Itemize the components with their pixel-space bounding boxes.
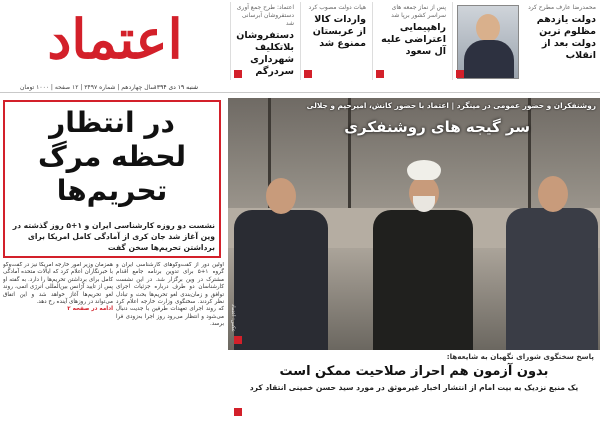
page-marker-icon [234, 408, 242, 416]
issue-date: شنبه ۱۹ دی ۱۳۹۴ [153, 84, 198, 91]
teaser-kicker: هیات دولت مصوب کرد [308, 4, 366, 11]
person-head [266, 178, 296, 214]
issue-info: سال چهاردهم | شماره ۳۴۹۷ | ۱۲ صفحه | ۱۰۰۰ تومان [20, 84, 156, 91]
column-text: همزمان وزیر امور خارجه امریکا نیز در گفت‌وگو با خبرنگاران اعلام کرد که ایالات متحده آمادگی کامل برای برداشتن تحریم‌ها را دارد. به گفته او پس از تایید آژانس بین‌المللی انرژی اتمی، روند لغو تحریم‌ها آغاز خواهد شد و این اتفاق می‌تواند در روزهای آینده رخ دهد. [3, 262, 113, 306]
teaser-kicker: پس از نماز جمعه های سراسر کشور برپا شد [391, 4, 446, 19]
article-column-right [116, 262, 224, 416]
column-text: اولین دور از گفت‌وگوهای کارشناسی ایران و گروه ۱+۵ برای تدوین برنامه جامع اقدام مشترک در وین برگزار شد. در این نشست کارشناسان دو طرف درباره جزئیات اجرای توافق و زمان‌بندی لغو تحریم‌ها بحث و تبادل نظر کردند. سخنگوی وزارت خارجه اعلام کرد که روند اجرای تعهدات طرفین با جدیت دنبال می‌شود و انتظار می‌رود روز اجرا به‌زودی فرا برسد. [116, 262, 224, 328]
page-marker-icon [234, 70, 242, 78]
newspaper-logo: اعتماد [47, 7, 183, 71]
page-marker-icon [456, 70, 464, 78]
article-column-left [3, 262, 113, 416]
teaser-imports[interactable] [300, 2, 370, 80]
photo-credit: عکس: اعتماد [230, 304, 236, 332]
bottom-kicker: پاسخ سخنگوی شورای نگهبان به شایعه‌ها: [446, 352, 594, 361]
person-center-cleric [373, 160, 473, 350]
tree-trunk [348, 98, 351, 218]
person-body [373, 210, 473, 350]
person-body [234, 210, 328, 350]
teaser-headline: راهپیمایی اعتراضی علیه آل سعود [381, 22, 446, 57]
page-marker-icon [376, 70, 384, 78]
portrait-suit [464, 40, 514, 79]
teaser-headline: دولت یازدهم مظلوم ترین دولت بعد از انقلاب [536, 14, 596, 61]
page-marker-icon [304, 70, 312, 78]
bottom-subheadline: یک منبع نزدیک به بیت امام از انتشار اخبار غیرموثق در مورد سید حسن خمینی انتقاد کرد [249, 383, 579, 392]
teaser-aref[interactable] [452, 2, 600, 80]
main-story[interactable] [3, 100, 221, 258]
feature-photo[interactable] [228, 98, 600, 350]
feature-caption: روشنفکران و حضور عمومی در مینگرد | اعتماد با حضور کانش، امیرحیم و جلالی [306, 101, 596, 110]
person-right [504, 176, 600, 350]
masthead [0, 0, 230, 92]
person-turban [407, 160, 441, 180]
teaser-protest[interactable] [372, 2, 450, 80]
feature-title: سر گیجه های روشنفکری [344, 118, 530, 136]
page-marker-icon [234, 336, 242, 344]
bottom-headline: بدون آزمون هم احراز صلاحیت ممکن است [279, 364, 549, 379]
teaser-text [520, 4, 596, 62]
teaser-headline: دستفروشان بلاتکلیف شهرداری سردرگم [236, 30, 294, 77]
teaser-headline: واردات کالا از عربستان ممنوع شد [312, 14, 366, 49]
teaser-kicker: اعتماد: طرح جمع آوری دستفروشان آبرسانی شد [236, 4, 294, 27]
person-body [506, 208, 598, 350]
portrait-photo [457, 5, 519, 79]
main-headline: در انتظار لحظه مرگ تحریم‌ها [37, 106, 187, 207]
teaser-kicker: محمدرضا عارف مطرح کرد [528, 4, 596, 11]
person-left [228, 178, 338, 350]
dateline [0, 82, 600, 93]
main-subheadline: نشست دو روزه کارشناسی ایران و ۱+۵ روز گذشته در وین آغاز شد جان کری از آمادگی کامل امریکا برای برداشتن تحریم‌ها سخن گفت [12, 221, 215, 252]
person-head [538, 176, 568, 212]
bottom-story[interactable] [228, 352, 600, 418]
continued-link[interactable]: ادامه در صفحه ۲ [67, 306, 113, 313]
portrait-face [476, 14, 500, 42]
teaser-vendors[interactable] [230, 2, 298, 80]
